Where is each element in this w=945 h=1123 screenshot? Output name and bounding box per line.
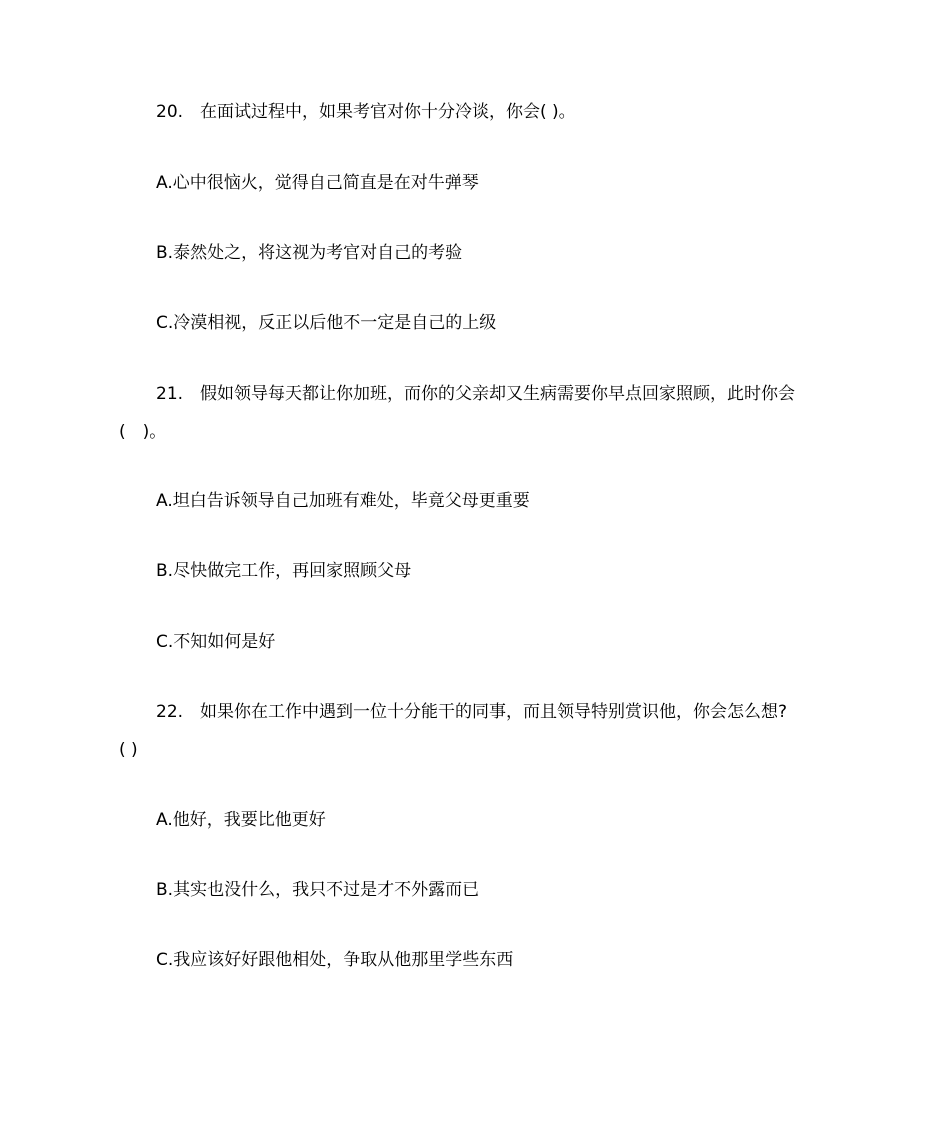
question-20-stem <box>156 100 576 124</box>
question-number: 21. <box>156 384 184 404</box>
question-20-option-c: C.冷漠相视，反正以后他不一定是自己的上级 <box>156 313 497 333</box>
question-21-option-b: B.尽快做完工作，再回家照顾父母 <box>156 561 412 581</box>
question-22-option-a: A.他好，我要比他更好 <box>156 810 326 830</box>
question-21-stem <box>156 382 795 406</box>
question-22-option-c: C.我应该好好跟他相处，争取从他那里学些东西 <box>156 950 514 970</box>
question-21-option-c: C.不知如何是好 <box>156 632 276 652</box>
question-number: 22. <box>156 702 184 722</box>
question-text: 如果你在工作中遇到一位十分能干的同事，而且领导特别赏识他，你会怎么想? <box>200 702 788 722</box>
question-text: 在面试过程中，如果考官对你十分冷谈，你会( )。 <box>200 102 576 122</box>
question-20-option-b: B.泰然处之，将这视为考官对自己的考验 <box>156 243 463 263</box>
question-22-stem <box>156 700 787 724</box>
question-text: 假如领导每天都让你加班，而你的父亲却又生病需要你早点回家照顾，此时你会 <box>200 384 795 404</box>
question-21-answer-blank: ( )。 <box>119 422 167 442</box>
question-21-option-a: A.坦白告诉领导自己加班有难处，毕竟父母更重要 <box>156 491 530 511</box>
question-22-option-b: B.其实也没什么，我只不过是才不外露而已 <box>156 880 480 900</box>
question-number: 20. <box>156 102 184 122</box>
question-20-option-a: A.心中很恼火，觉得自己简直是在对牛弹琴 <box>156 173 479 193</box>
question-22-answer-blank: ( ) <box>119 740 138 760</box>
